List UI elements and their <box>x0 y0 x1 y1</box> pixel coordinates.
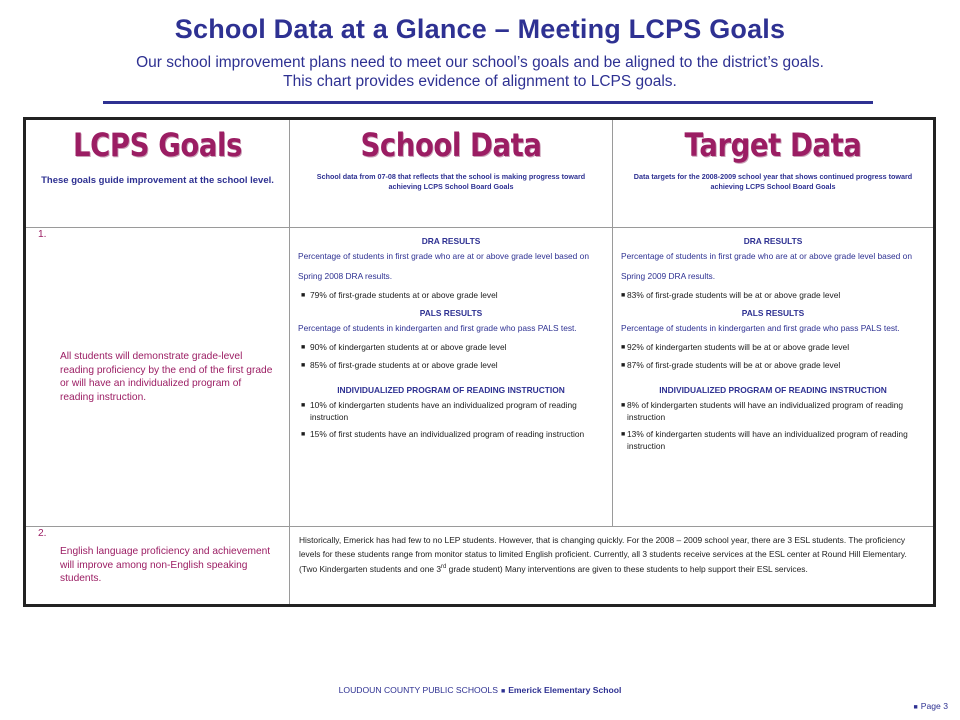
school-pals-title: PALS RESULTS <box>419 307 483 318</box>
list-item: ■ 92% of kindergarten students will be at or above grade level <box>621 342 850 352</box>
target-ipr-list <box>621 400 925 452</box>
list-item: ■ 10% of kindergarten students have an individualized program of reading instruction <box>301 400 577 422</box>
school-ipr-list <box>298 400 604 441</box>
header-lcps-goals-desc: These goals guide improvement at the school level. <box>41 175 274 186</box>
school-dra-list <box>298 290 604 302</box>
goal-2-data-text-end: grade student) Many interventions are given to these students to help support their ESL services. <box>446 563 808 574</box>
school-dra-desc: Percentage of students in first grade who are at or above grade level based on Spring 2008 DRA results. <box>298 251 589 281</box>
footer <box>0 685 960 695</box>
target-ipr-title: INDIVIDUALIZED PROGRAM OF READING INSTRUCTION <box>659 385 887 395</box>
header-school-data-title: School Data <box>360 126 542 164</box>
target-pals-desc: Percentage of students in kindergarten and first grade who pass PALS test. <box>621 322 900 333</box>
school-pals-list <box>298 342 604 371</box>
header-school-data <box>290 120 613 228</box>
bullet-icon: ■ <box>621 344 626 351</box>
target-pals-title: PALS RESULTS <box>741 307 805 318</box>
bullet-icon: ■ <box>621 292 626 299</box>
bullet-icon: ■ <box>301 292 306 299</box>
school-pals-desc: Percentage of students in kindergarten and first grade who pass PALS test. <box>298 322 577 333</box>
header-target-data-desc: Data targets for the 2008-2009 school year that shows continued progress toward achieving LCPS School Board Goals <box>633 172 913 191</box>
bullet-icon: ■ <box>621 361 626 369</box>
goal-2-data-text: Historically, Emerick has had few to no LEP students. However, that is changing quickly. For the 2008 – 2009 school year, there are 3 ESL students. The proficiency levels for these students range from monitor status to limited English proficient. Currently, all 3 students receive services at the ESL center at Round Hill Elementary. (Two Kindergarten students and one 3 <box>299 535 907 574</box>
page-number-label: Page 3 <box>920 701 948 711</box>
bullet-icon: ■ <box>621 431 626 438</box>
bullet-icon: ■ <box>500 688 506 695</box>
goal-2-data <box>290 527 933 604</box>
header-school-data-desc: School data from 07-08 that reflects that the school is making progress toward achieving LCPS School Board Goals <box>316 172 586 191</box>
goal-2-data-sup: rd <box>441 564 447 571</box>
bullet-icon: ■ <box>301 431 306 438</box>
header-target-data <box>613 120 933 228</box>
target-dra-desc: Percentage of students in first grade who are at or above grade level based on Spring 2009 DRA results. <box>621 251 912 281</box>
goals-table <box>23 117 936 607</box>
goal-1-school-data <box>290 228 613 527</box>
title-divider <box>103 101 873 104</box>
target-pals-list <box>621 342 925 371</box>
bullet-icon: ■ <box>301 344 306 351</box>
school-ipr-title: INDIVIDUALIZED PROGRAM OF READING INSTRUCTION <box>337 385 565 395</box>
list-item: ■ 85% of first-grade students at or above grade level <box>301 359 498 370</box>
list-item: ■ 13% of kindergarten students will have an individualized program of reading instruction <box>621 429 908 451</box>
goal-1-text: All students will demonstrate grade-level reading proficiency by the end of the first grade or will have an individualized program of reading instruction. <box>60 351 273 403</box>
goal-2-number: 2. <box>38 528 47 539</box>
bullet-icon: ■ <box>301 402 306 409</box>
header-target-data-title: Target Data <box>684 126 862 164</box>
goal-1-number: 1. <box>38 229 47 240</box>
target-dra-list <box>621 290 925 302</box>
school-dra-title: DRA RESULTS <box>421 236 481 246</box>
list-item: ■ 8% of kindergarten students will have an individualized program of reading instruction <box>621 400 904 422</box>
page-number <box>914 701 948 711</box>
goal-1-cell <box>26 228 290 527</box>
goal-1-target-data <box>613 228 933 527</box>
footer-district: LOUDOUN COUNTY PUBLIC SCHOOLS <box>338 685 498 695</box>
page-subtitle: Our school improvement plans need to meet our school’s goals and be aligned to the district’s goals. This chart provides evidence of alignment to LCPS goals. <box>136 54 824 90</box>
goal-2-text: English language proficiency and achievement will improve among non-English speaking students. <box>60 546 271 585</box>
header-lcps-goals <box>26 120 290 228</box>
list-item: ■ 90% of kindergarten students at or above grade level <box>301 342 507 352</box>
header-lcps-goals-title: LCPS Goals <box>73 126 242 164</box>
bullet-icon: ■ <box>301 361 306 369</box>
list-item: ■ 87% of first-grade students will be at or above grade level <box>621 359 841 370</box>
list-item: ■ 15% of first students have an individualized program of reading instruction <box>301 429 585 439</box>
page-title: School Data at a Glance – Meeting LCPS Goals <box>174 14 786 44</box>
goal-2-cell <box>26 527 290 604</box>
bullet-icon: ■ <box>913 704 918 711</box>
bullet-icon: ■ <box>621 402 626 409</box>
list-item: ■ 83% of first-grade students will be at or above grade level <box>621 290 841 300</box>
list-item: ■ 79% of first-grade students at or above grade level <box>301 290 498 300</box>
target-dra-title: DRA RESULTS <box>743 236 803 246</box>
footer-school: Emerick Elementary School <box>508 685 622 695</box>
